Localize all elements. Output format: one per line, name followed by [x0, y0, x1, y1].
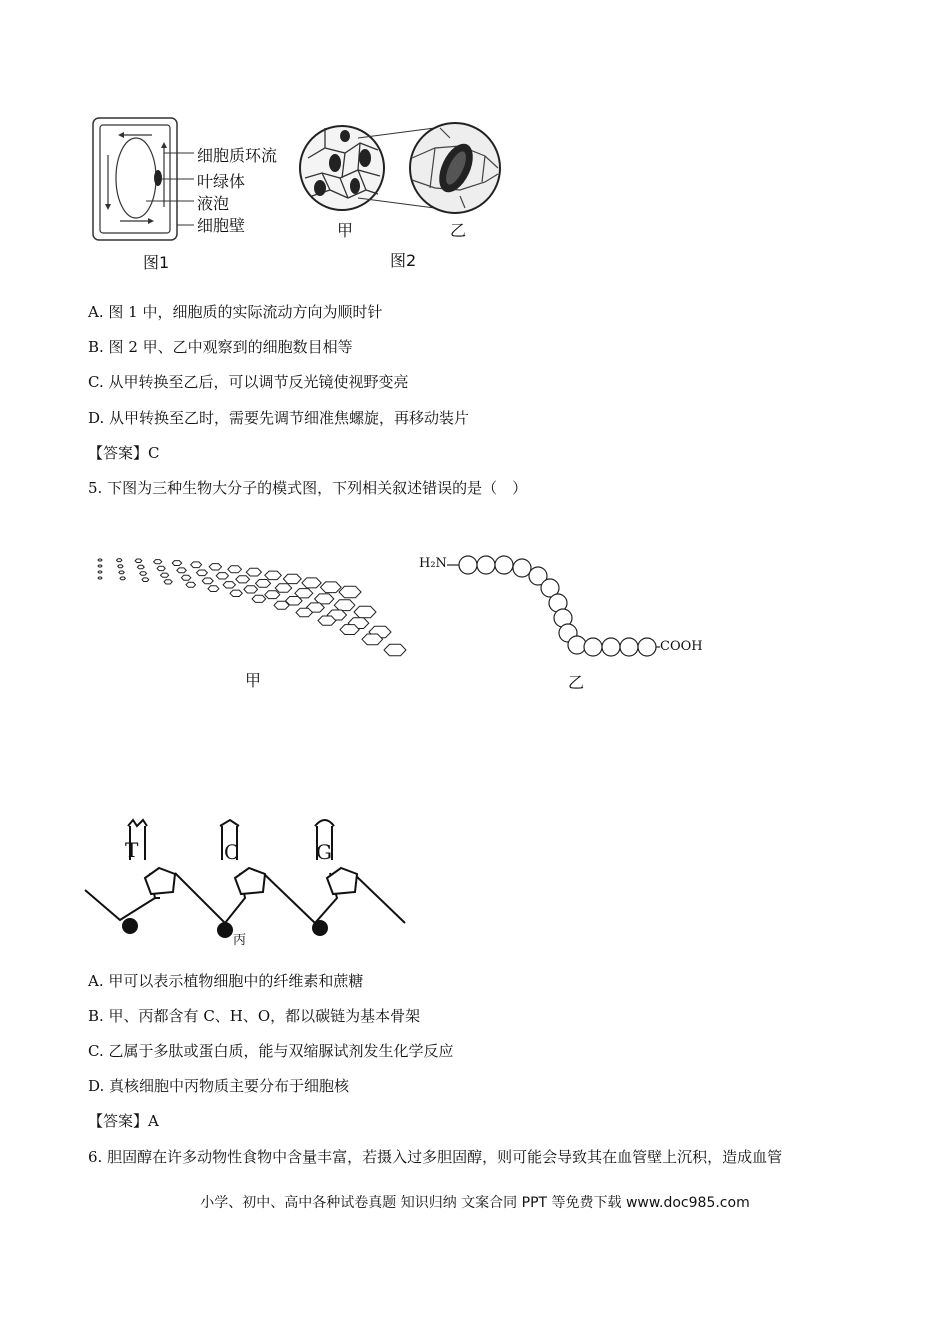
label-chloroplast: 叶绿体 [197, 172, 246, 191]
base-c: C [224, 840, 240, 864]
sugar-ring [340, 625, 359, 635]
amino-acid-residue [568, 636, 586, 654]
figure2-label-yi: 乙 [450, 221, 467, 240]
sugar-ring [119, 571, 124, 574]
sugar-ring [186, 582, 196, 587]
sugar-ring [236, 576, 250, 583]
sugar-ring [202, 578, 213, 584]
label-cytoplasm-flow: 细胞质环流 [197, 146, 278, 165]
sugar-ring [177, 568, 187, 573]
figure-yi-label: 乙 [568, 673, 585, 692]
sugar-ring [197, 570, 208, 576]
sugar-ring [161, 573, 169, 577]
sugar-ring [157, 566, 165, 570]
sugar-ring [321, 582, 342, 593]
q5-option-d: D. 真核细胞中丙物质主要分布于细胞核 [88, 1077, 350, 1095]
sugar-ring [265, 571, 282, 580]
figure2-label-jia: 甲 [337, 221, 354, 240]
sugar-ring [216, 573, 228, 579]
amino-acid-residue [620, 638, 638, 656]
amino-acid-residue [513, 559, 531, 577]
sugar-ring [318, 616, 336, 625]
amino-acid-residue [602, 638, 620, 656]
q5-stem: 5. 下图为三种生物大分子的模式图，下列相关叙述错误的是（ ） [88, 479, 528, 497]
sugar-ring [252, 595, 266, 602]
sugar-ring [208, 586, 219, 592]
amino-acid-residue [584, 638, 602, 656]
sugar-ring [142, 578, 149, 582]
q4-option-b: B. 图 2 甲、乙中观察到的细胞数目相等 [88, 338, 353, 356]
sugar-ring [118, 565, 123, 568]
sugar-ring [265, 591, 280, 599]
sugar-ring [154, 560, 162, 564]
sugar-ring [339, 586, 361, 597]
figure-jia-label: 甲 [245, 671, 262, 690]
figure1-cell-diagram [90, 115, 290, 245]
sugar-ring [246, 568, 261, 576]
q4-option-d: D. 从甲转换至乙时，需要先调节细准焦螺旋，再移动装片 [88, 409, 470, 427]
figure2-microscope-views [300, 118, 510, 228]
sugar-ring [98, 559, 102, 561]
figure2-caption: 图2 [390, 251, 417, 270]
sugar-ring [296, 608, 313, 617]
amino-acid-residue [459, 556, 477, 574]
sugar-ring [98, 565, 102, 567]
sugar-ring [244, 586, 258, 593]
sugar-ring [181, 575, 191, 580]
sugar-ring [362, 634, 383, 645]
label-vacuole: 液泡 [197, 194, 230, 213]
sugar-ring [275, 584, 292, 593]
label-cell-wall: 细胞壁 [197, 216, 246, 235]
sugar-ring [140, 572, 147, 576]
figure-jia-polysaccharide [95, 540, 415, 670]
sugar-ring [209, 564, 221, 570]
q5-option-a: A. 甲可以表示植物细胞中的纤维素和蔗糖 [88, 972, 364, 990]
peptide-c-terminal: COOH [660, 639, 703, 654]
sugar-ring [137, 565, 144, 569]
sugar-ring [230, 590, 242, 596]
page-footer: 小学、初中、高中各种试卷真题 知识归纳 文案合同 PPT 等免费下载 www.doc985.com [200, 1195, 750, 1211]
sugar-ring [164, 580, 172, 584]
sugar-ring [135, 559, 142, 563]
figure1-caption: 图1 [143, 253, 170, 272]
sugar-ring [302, 578, 321, 588]
q4-option-a: A. 图 1 中，细胞质的实际流动方向为顺时针 [88, 303, 383, 321]
sugar-ring [223, 582, 235, 588]
q6-stem: 6. 胆固醇在许多动物性食物中含量丰富，若摄入过多胆固醇，则可能会导致其在血管壁上沉积，造成血管 [88, 1148, 783, 1166]
sugar-ring [228, 566, 242, 573]
sugar-ring [120, 577, 125, 580]
q5-answer: 【答案】A [88, 1112, 159, 1130]
sugar-ring [98, 571, 102, 573]
figure-bing-label: 丙 [233, 933, 247, 948]
amino-acid-residue [477, 556, 495, 574]
peptide-n-terminal: H₂N [419, 556, 447, 571]
sugar-ring [354, 606, 376, 617]
amino-acid-residue [638, 638, 656, 656]
sugar-ring [117, 559, 122, 562]
sugar-ring [283, 574, 301, 583]
base-t: T [125, 838, 139, 862]
q5-option-c: C. 乙属于多肽或蛋白质，能与双缩脲试剂发生化学反应 [88, 1042, 454, 1060]
sugar-ring [274, 601, 289, 609]
q4-option-c: C. 从甲转换至乙后，可以调节反光镜使视野变亮 [88, 373, 409, 391]
base-g: G [316, 840, 332, 864]
q4-answer: 【答案】C [88, 444, 160, 462]
sugar-ring [334, 600, 355, 611]
sugar-ring [256, 580, 271, 588]
sugar-ring [98, 577, 102, 579]
amino-acid-residue [495, 556, 513, 574]
q5-option-b: B. 甲、丙都含有 C、H、O，都以碳链为基本骨架 [88, 1007, 421, 1025]
sugar-ring [191, 562, 202, 568]
sugar-ring [384, 644, 406, 655]
sugar-ring [172, 561, 182, 566]
